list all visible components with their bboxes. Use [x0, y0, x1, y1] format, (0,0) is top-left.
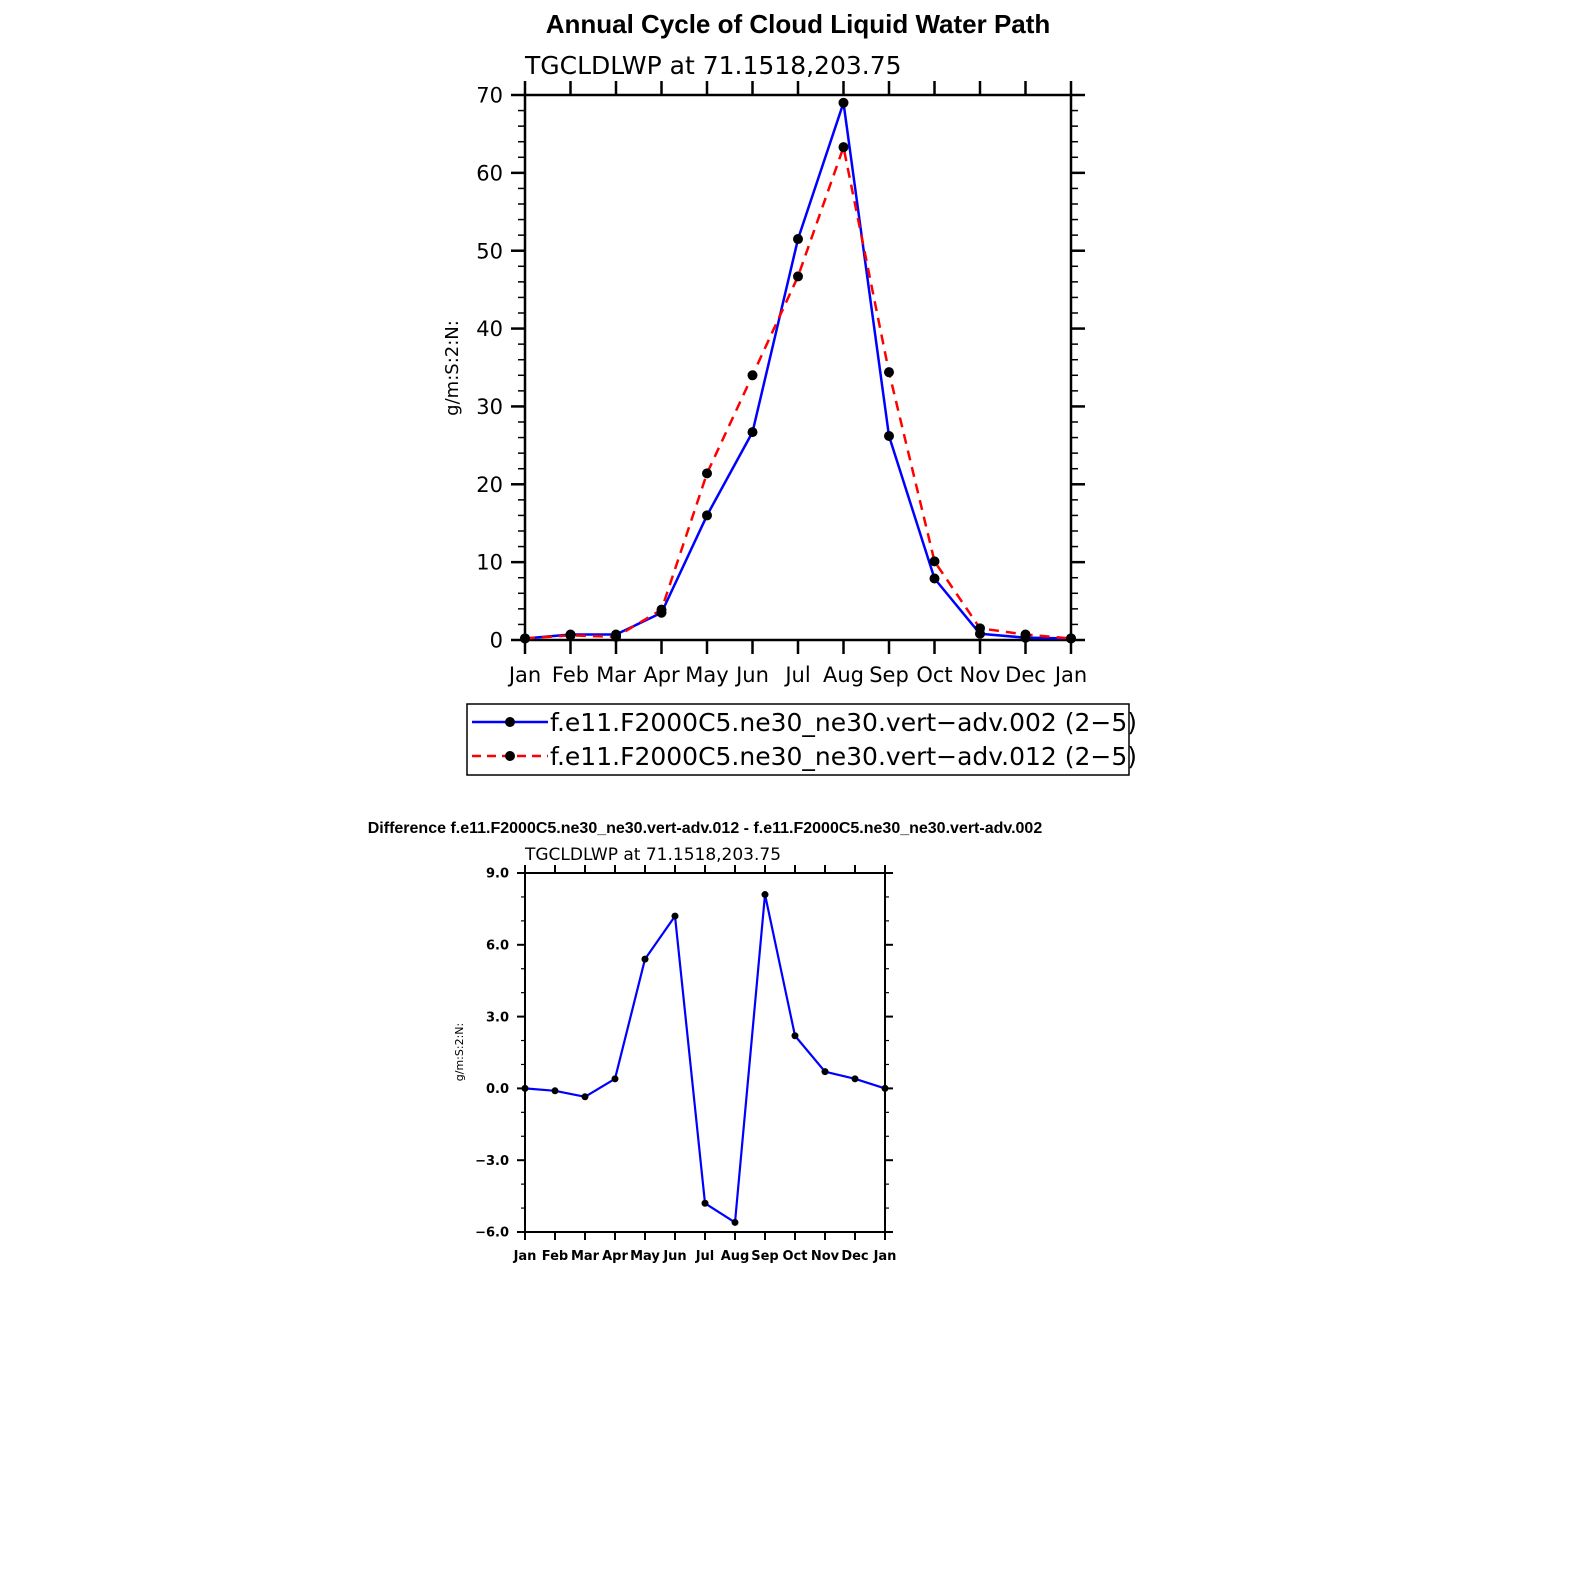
chart1-series-1-point [930, 573, 940, 583]
chart1-x-tick-label: Apr [643, 663, 680, 687]
legend-marker-series-2 [505, 751, 515, 761]
chart1-x-tick-label: Jun [736, 663, 769, 687]
chart2-series-1-point [522, 1085, 529, 1092]
chart1-x-tick-label: Mar [596, 663, 636, 687]
chart2-y-tick-label: 0.0 [485, 1082, 509, 1098]
chart1-title: Annual Cycle of Cloud Liquid Water Path [545, 9, 1051, 39]
chart2-x-tick-label: Aug [720, 1249, 750, 1264]
chart1-series-2-point [520, 633, 530, 643]
chart2-series-1-point [852, 1075, 859, 1082]
chart1-y-tick-label: 0 [489, 628, 503, 653]
chart1-series-2-point [657, 605, 667, 615]
chart1-x-tick-label: Aug [822, 663, 865, 687]
chart1-series-2-point [930, 556, 940, 566]
chart1-series-1-line [525, 103, 1071, 639]
chart2-title: Difference f.e11.F2000C5.ne30_ne30.vert-adv.012 - f.e11.F2000C5.ne30_ne30.vert-adv.002 [367, 820, 1043, 837]
chart2-series-1-line [525, 895, 885, 1223]
chart1-series-2-line [525, 147, 1071, 638]
chart1-y-tick-label: 40 [476, 317, 503, 342]
chart2-series-1-point [702, 1200, 709, 1207]
chart2-frame [525, 873, 885, 1232]
chart2-series-1-point [822, 1068, 829, 1075]
chart1-frame [525, 95, 1071, 640]
chart1-subtitle: TGCLDLWP at 71.1518,203.75 [525, 51, 902, 80]
chart1-series-2-point [611, 632, 621, 642]
chart1-series-1-point [748, 427, 758, 437]
chart1-x-tick-label: Oct [916, 663, 953, 687]
chart1-y-tick-label: 20 [476, 472, 503, 497]
chart1-series-2-point [1066, 633, 1076, 643]
chart1-series-2-point [748, 370, 758, 380]
chart2-y-tick-label: −6.0 [475, 1225, 509, 1241]
chart1-series-2-point [975, 623, 985, 633]
chart1-x-tick-label: Jul [785, 663, 811, 687]
chart2-series-1-point [552, 1087, 559, 1094]
chart2-x-tick-label: Jan [873, 1249, 897, 1264]
chart1-series-2-point [793, 271, 803, 281]
chart2-x-tick-label: Mar [570, 1249, 600, 1264]
chart1-series-1-point [839, 98, 849, 108]
chart2-series-1-point [582, 1093, 589, 1100]
chart1-series-2-point [702, 468, 712, 478]
chart2-x-tick-label: Dec [841, 1249, 869, 1264]
chart2-series-1-point [612, 1075, 619, 1082]
chart1-y-tick-label: 60 [476, 161, 503, 186]
legend-label-series-1: f.e11.F2000C5.ne30_ne30.vert−adv.002 (2−5) [550, 708, 1138, 737]
chart2-series-1-point [732, 1219, 739, 1226]
chart2-ylabel: g/m:S:2:N: [453, 1022, 466, 1082]
chart1-x-tick-label: Dec [1005, 663, 1046, 687]
chart1-series-1-point [793, 234, 803, 244]
chart2-y-tick-label: 9.0 [485, 866, 509, 882]
chart2-x-tick-label: Apr [602, 1249, 628, 1264]
chart1-y-tick-label: 50 [476, 239, 503, 264]
chart1-series-1-point [884, 431, 894, 441]
chart2-subtitle: TGCLDLWP at 71.1518,203.75 [525, 845, 782, 865]
chart1-x-tick-label: May [685, 663, 729, 687]
chart2-series-1-point [642, 956, 649, 963]
chart2-x-tick-label: Oct [782, 1249, 808, 1264]
chart2-x-tick-label: Jan [513, 1249, 537, 1264]
chart1-plot [476, 81, 1087, 687]
chart2-y-tick-label: 3.0 [485, 1010, 509, 1026]
chart2-plot [475, 865, 896, 1264]
chart1-x-tick-label: Sep [869, 663, 909, 687]
chart1-series-2-point [884, 367, 894, 377]
chart2-x-tick-label: May [630, 1249, 660, 1264]
chart1-series-1-point [702, 510, 712, 520]
chart1-series-2-point [566, 630, 576, 640]
chart2-x-tick-label: Nov [810, 1249, 840, 1264]
chart2-series-1-point [882, 1085, 889, 1092]
chart1-x-tick-label: Nov [959, 663, 1001, 687]
chart1-x-tick-label: Jan [1054, 663, 1088, 687]
chart2-x-tick-label: Jul [695, 1249, 715, 1264]
chart2-x-tick-label: Sep [751, 1249, 779, 1264]
chart2-series-1-point [672, 913, 679, 920]
chart1-x-tick-label: Jan [508, 663, 542, 687]
chart1-y-tick-label: 10 [476, 550, 503, 575]
chart2-series-1-point [762, 891, 769, 898]
chart2-x-tick-label: Feb [541, 1249, 569, 1264]
chart2-x-tick-label: Jun [663, 1249, 687, 1264]
chart1-series-2-point [1021, 630, 1031, 640]
legend-marker-series-1 [505, 717, 515, 727]
chart2-series-1-point [792, 1032, 799, 1039]
chart2-y-tick-label: 6.0 [485, 938, 509, 954]
chart1-series-2-point [839, 142, 849, 152]
chart1-legend [467, 704, 1137, 775]
legend-label-series-2: f.e11.F2000C5.ne30_ne30.vert−adv.012 (2−5) [550, 742, 1138, 771]
chart1-ylabel: g/m:S:2:N: [442, 320, 463, 416]
chart2-y-tick-label: −3.0 [475, 1153, 509, 1169]
chart1-y-tick-label: 30 [476, 394, 503, 419]
chart1-x-tick-label: Feb [551, 663, 590, 687]
chart1-y-tick-label: 70 [476, 83, 503, 108]
